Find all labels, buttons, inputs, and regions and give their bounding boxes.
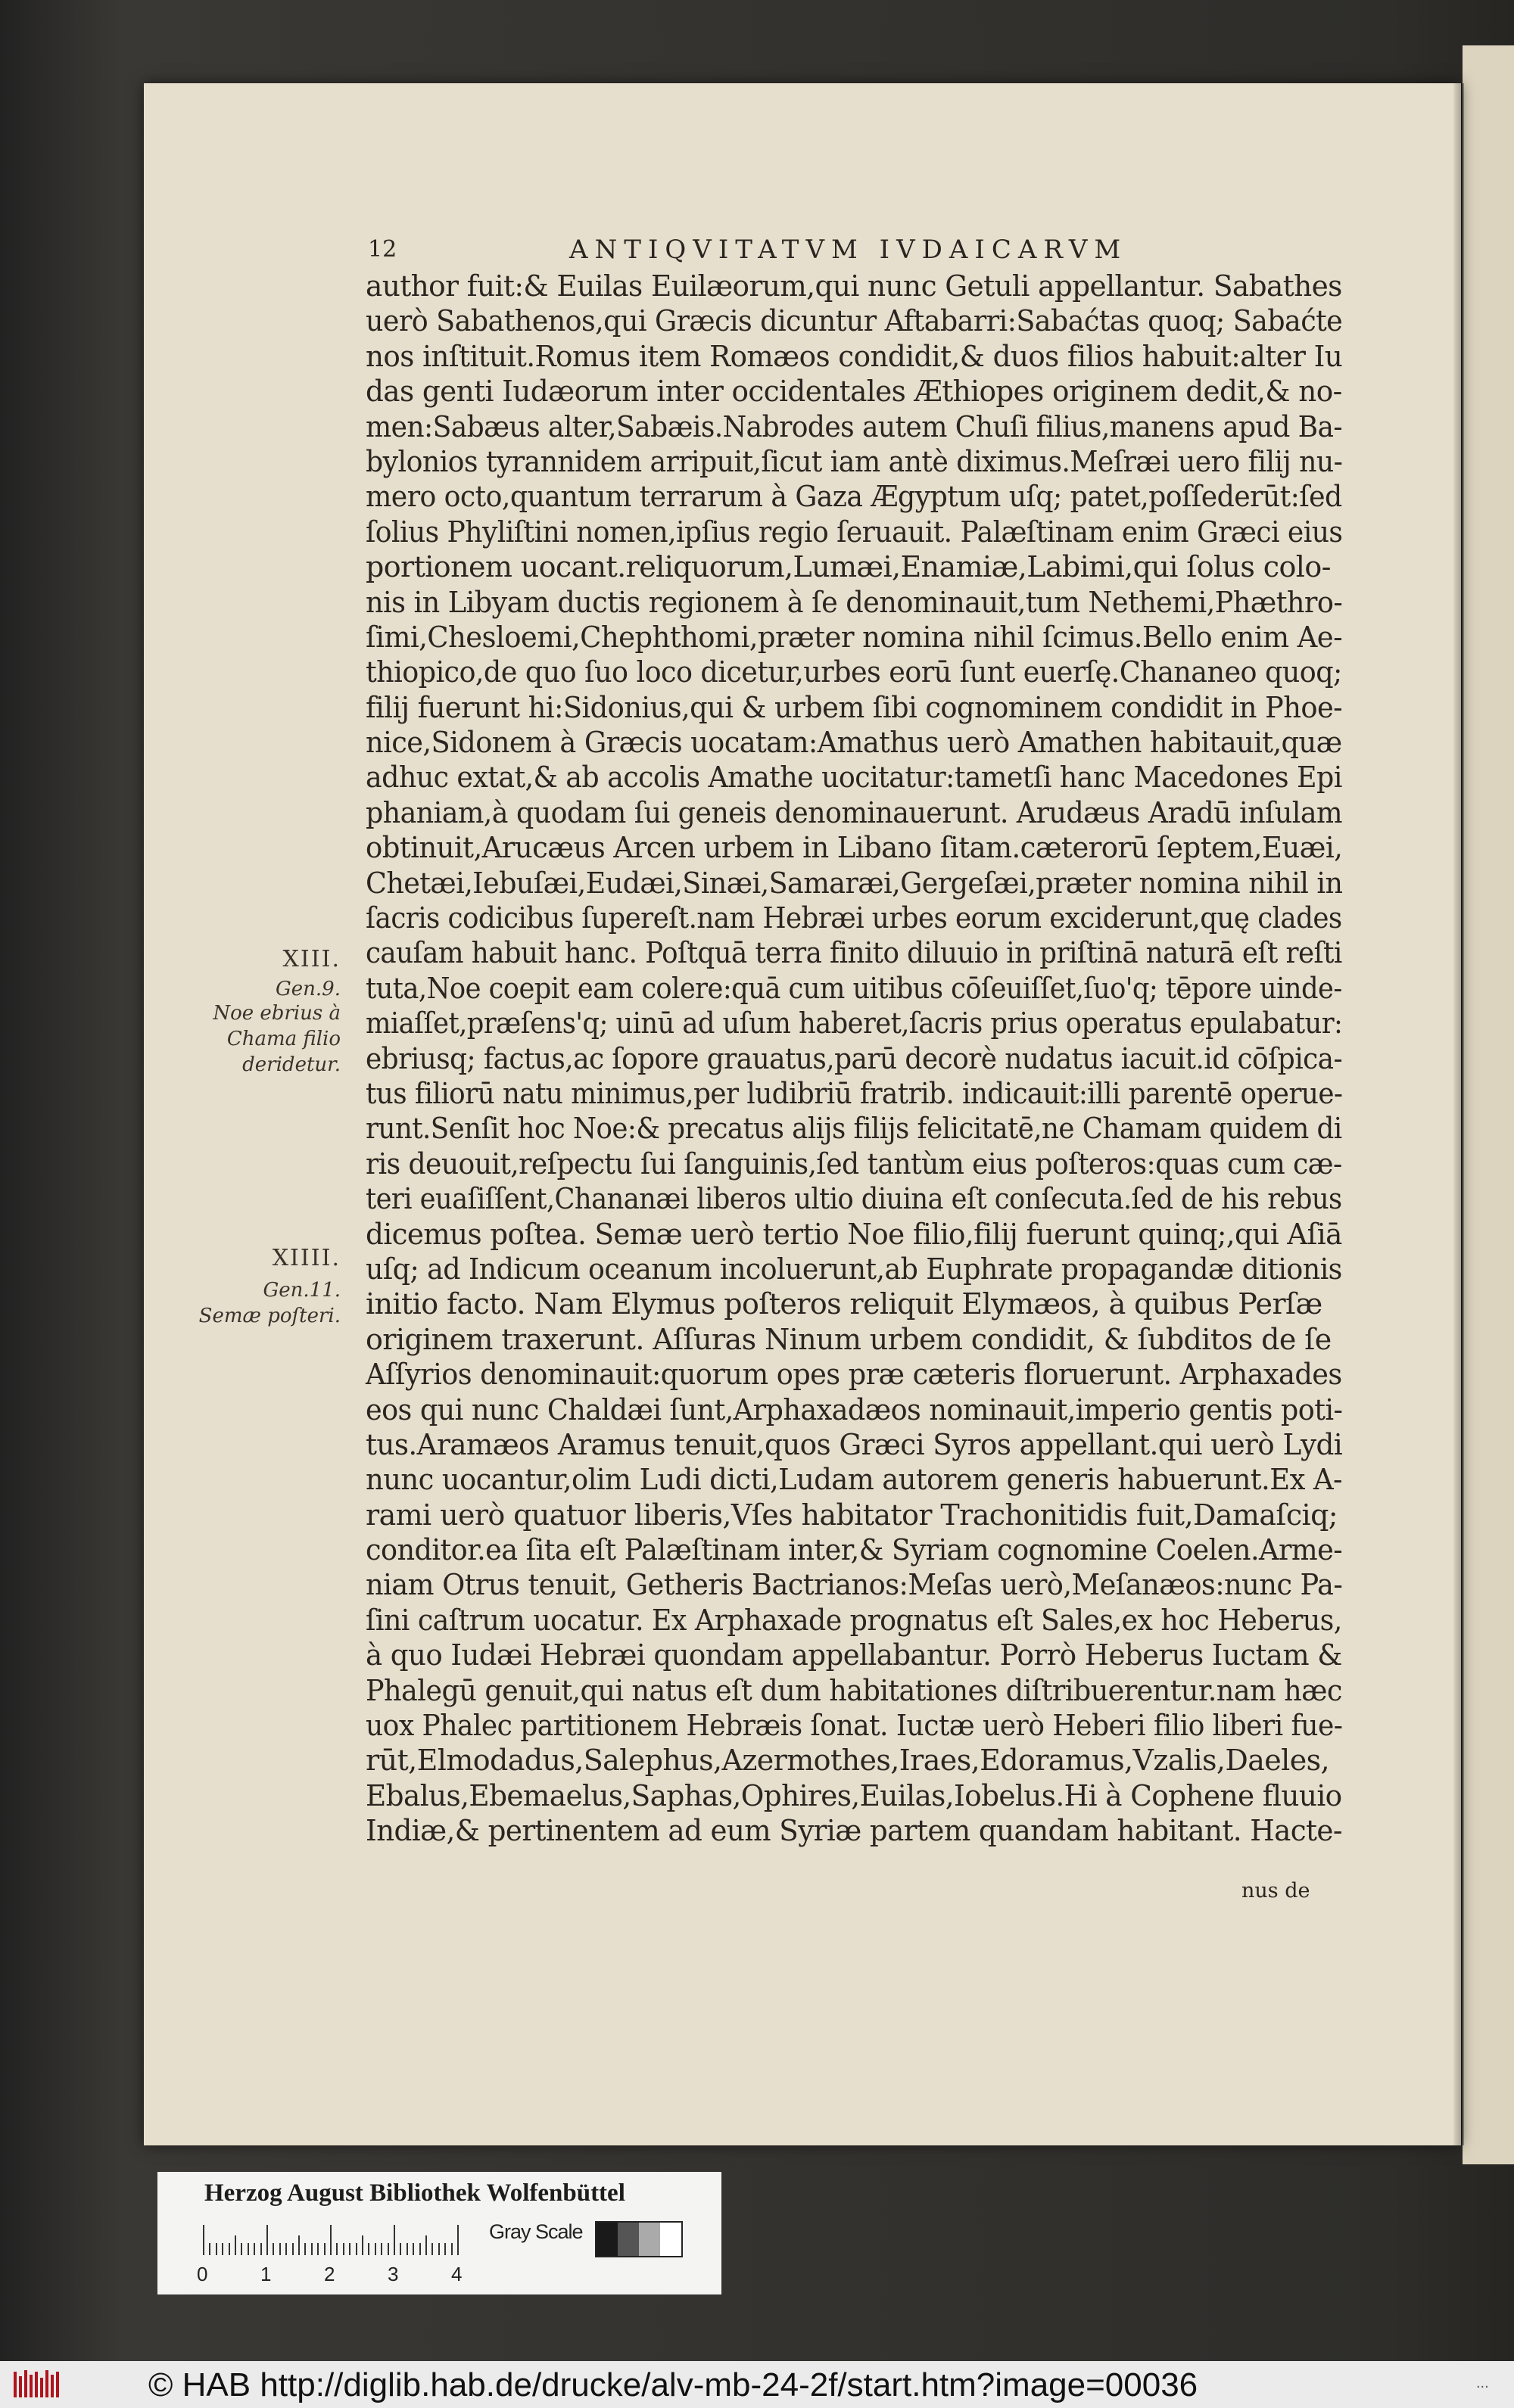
text-line: Phalegū genuit,qui natus eſt dum habitationes diſtribuerentur.nam hæc <box>366 1673 1342 1707</box>
catchword: nus de <box>1241 1879 1310 1902</box>
ruler-tick <box>235 2235 236 2255</box>
next-page-edge <box>1463 45 1514 2164</box>
library-scale-label <box>157 2172 721 2294</box>
text-line: adhuc extat,& ab accolis Amathe uocitatur:tametſi hanc Macedones Epi <box>366 761 1342 795</box>
text-line: nunc uocantur,olim Ludi dicti,Ludam autorem generis habuerunt.Ex A- <box>366 1463 1342 1497</box>
gray-scale-label: Gray Scale <box>489 2220 583 2243</box>
text-line: tuta,Noe coepit eam colere:quā cum uitibus cōſeuiſſet,ſuo'q; tēpore uinde- <box>366 971 1342 1005</box>
text-line: tus filiorū natu minimus,per ludibriū fratrib. indicauit:illi parentē operue- <box>366 1076 1343 1110</box>
ruler-tick <box>444 2243 446 2255</box>
footer-more-dots: ... <box>1476 2375 1489 2391</box>
ruler-tick <box>400 2243 401 2255</box>
text-line: cauſam habuit hanc. Poſtquā terra finito diluuio in priſtinā naturā eſt reſti <box>366 936 1342 970</box>
text-line: uerò Sabathenos,qui Græcis dicuntur Aftabarri:Sabaćtas quoq; Sabaćte <box>366 304 1343 338</box>
footer-copyright-url: © HAB http://diglib.hab.de/drucke/alv-mb-24-2f/start.htm?image=00036 <box>148 2366 1198 2403</box>
margin-number-xiii: XIII. <box>282 946 341 972</box>
page-gutter-shadow <box>1453 83 1464 2145</box>
ruler-tick <box>266 2225 268 2255</box>
swatch-black <box>597 2223 618 2256</box>
text-line: obtinuit,Arucæus Arcen urbem in Libano ſitam.cæterorū ſeptem,Euæi, <box>366 831 1343 865</box>
swatch-light-gray <box>639 2223 660 2256</box>
margin-note-line: Semæ poſteri. <box>198 1305 341 1327</box>
ruler-tick <box>273 2243 274 2255</box>
ruler-tick <box>248 2243 249 2255</box>
text-line: à quo Iudæi Hebræi quondam appellabantur. Porrò Heberus Iuctam & <box>366 1638 1342 1672</box>
ruler-tick <box>203 2225 204 2255</box>
ruler-tick <box>304 2243 306 2255</box>
text-line: phaniam,à quodam ſui geneis denominauerunt. Arudæus Aradū inſulam <box>366 795 1342 829</box>
text-line: ris deuouit,reſpectu ſui ſanguinis,ſed tantùm eius poſteros:quas cum cæ- <box>366 1146 1342 1181</box>
text-line: nos inſtituit.Romus item Romæos condidit,& duos filios habuit:alter Iu <box>366 339 1343 373</box>
ruler-tick <box>285 2243 287 2255</box>
page-number: 12 <box>368 236 397 263</box>
text-line: uſq; ad Indicum oceanum incoluerunt,ab Euphrate propagandæ ditionis <box>366 1252 1342 1286</box>
text-line: filij fuerunt hi:Sidonius,qui & urbem ſibi cognominem condidit in Phoe- <box>366 690 1343 724</box>
ruler-tick <box>419 2243 421 2255</box>
library-name: Herzog August Bibliothek Wolfenbüttel <box>204 2179 625 2207</box>
margin-note-line: Chama filio <box>226 1028 341 1050</box>
text-line: uox Phalec partitionem Hebræis ſonat. Iuctæ uerò Heberi filio liberi fue- <box>366 1709 1343 1743</box>
text-line: mero octo,quantum terrarum à Gaza Ægyptum uſq; patet,poſſederūt:ſed <box>366 480 1342 514</box>
ruler-tick <box>388 2243 389 2255</box>
ruler-number: 4 <box>451 2263 463 2285</box>
text-line: bylonios tyrannidem arripuit,ſicut iam antè diximus.Meſræi uero filij nu- <box>366 444 1343 478</box>
ruler-tick <box>438 2243 440 2255</box>
text-line: Indiæ,& pertinentem ad eum Syriæ partem quandam habitant. Hacte- <box>366 1814 1342 1848</box>
text-line: Chetæi,Iebuſæi,Eudæi,Sinæi,Samaræi,Gergeſæi,præter nomina nihil in <box>366 866 1343 900</box>
ruler-tick <box>209 2243 210 2255</box>
text-line: tus.Aramæos Aramus tenuit,quos Græci Syros appellant.qui uerò Lydi <box>366 1427 1343 1461</box>
ruler-tick <box>431 2243 433 2255</box>
text-line: Ebalus,Ebemaelus,Saphas,Ophires,Euilas,Iobelus.Hi à Cophene fluuio <box>366 1778 1342 1812</box>
text-line: ſimi,Chesloemi,Chephthomi,præter nomina nihil ſcimus.Bello enim Ae- <box>366 620 1343 654</box>
text-line: conditor.ea ſita eſt Palæſtinam inter,& Syriam cognomine Coelen.Arme- <box>366 1533 1343 1567</box>
ruler-tick <box>413 2243 414 2255</box>
ruler-tick <box>343 2243 344 2255</box>
ruler-tick <box>222 2243 223 2255</box>
text-line: originem traxerunt. Aſſuras Ninum urbem condidit, & ſubditos de ſe <box>366 1322 1332 1356</box>
running-head: ANTIQVITATVM IVDAICARVM <box>569 235 1128 265</box>
ruler-tick <box>375 2243 376 2255</box>
ruler-tick <box>451 2243 453 2255</box>
text-line: rūt,Elmodadus,Salephus,Azermothes,Iraes,Edoramus,Vzalis,Daeles, <box>366 1744 1329 1778</box>
margin-note-line: Noe ebrius à <box>213 1002 341 1025</box>
ruler-tick <box>254 2243 255 2255</box>
swatch-white <box>660 2223 681 2256</box>
ruler-number: 3 <box>388 2263 399 2285</box>
margin-ref-gen11: Gen.11. <box>263 1279 341 1302</box>
text-line: author fuit:& Euilas Euilæorum,qui nunc Getuli appellantur. Sabathes <box>366 269 1342 303</box>
page-body-text <box>366 269 1343 1849</box>
ruler-tick <box>362 2235 363 2255</box>
ruler-tick <box>324 2243 326 2255</box>
ruler-tick <box>356 2243 357 2255</box>
ruler-tick <box>317 2243 319 2255</box>
ruler-tick <box>381 2243 382 2255</box>
ruler-tick <box>311 2243 313 2255</box>
ruler-tick <box>330 2225 332 2255</box>
text-line: runt.Senſit hoc Noe:& precatus alijs filijs felicitatē,ne Chamam quidem di <box>366 1112 1342 1146</box>
text-line: thiopico,de quo ſuo loco dicetur,urbes eorū ſunt euerſę.Chananeo quoq; <box>366 655 1342 689</box>
text-line: nis in Libyam ductis regionem à ſe denominauit,tum Nethemi,Phæthro- <box>366 585 1343 619</box>
ruler-number: 2 <box>324 2263 335 2285</box>
ruler-tick <box>425 2235 427 2255</box>
swatch-dark-gray <box>618 2223 639 2256</box>
text-line: ſacris codicibus ſupereſt.nam Hebræi urbes eorum exciderunt,quę clades <box>366 901 1342 935</box>
ruler-tick <box>260 2243 262 2255</box>
ruler-tick <box>241 2243 242 2255</box>
ruler-tick <box>394 2225 395 2255</box>
margin-note-line: deridetur. <box>242 1053 341 1076</box>
margin-number-xiiii: XIIII. <box>272 1245 341 1271</box>
ruler-tick <box>407 2243 408 2255</box>
ruler-tick <box>216 2243 217 2255</box>
text-line: miaſſet,præſens'q; uinū ad uſum haberet,ſacris prius operatus epulabatur: <box>366 1006 1343 1041</box>
ruler-tick <box>368 2243 369 2255</box>
text-line: ſini caſtrum uocatur. Ex Arphaxade prognatus eſt Sales,ex hoc Heberus, <box>366 1603 1342 1637</box>
ruler-tick <box>457 2225 459 2255</box>
text-line: Aſſyrios denominauit:quorum opes præ cæteris floruerunt. Arphaxades <box>366 1358 1342 1392</box>
text-line: men:Sabæus alter,Sabæis.Nabrodes autem Chuſi filius,manens apud Ba- <box>366 409 1343 443</box>
text-line: rami uerò quatuor liberis,Vſes habitator Trachonitidis fuit,Damaſciq; <box>366 1498 1338 1532</box>
hab-logo-icon <box>12 2369 64 2400</box>
margin-ref-gen9: Gen.9. <box>276 978 341 1000</box>
text-line: initio facto. Nam Elymus poſteros reliquit Elymæos, à quibus Perſæ <box>366 1287 1322 1321</box>
text-line: ſolius Phyliſtini nomen,ipſius regio ſeruauit. Palæſtinam enim Græci eius <box>366 515 1343 549</box>
ruler-number: 0 <box>197 2263 208 2285</box>
ruler-tick <box>279 2243 281 2255</box>
text-line: niam Otrus tenuit, Getheris Bactrianos:Meſas uerò,Meſanæos:nunc Pa- <box>366 1568 1343 1602</box>
text-line: eos qui nunc Chaldæi ſunt,Arphaxadæos nominauit,imperio gentis poti- <box>366 1392 1343 1426</box>
text-line: ebriusq; factus,ac ſopore grauatus,parū decorè nudatus iacuit.id cōſpica- <box>366 1041 1343 1075</box>
text-line: das genti Iudæorum inter occidentales Æthiopes originem dedit,& no- <box>366 375 1342 409</box>
ruler-tick <box>292 2243 294 2255</box>
ruler-tick <box>336 2243 338 2255</box>
text-line: teri euaſiſſent,Chananæi liberos ultio diuina eſt conſecuta.ſed de his rebus <box>366 1182 1342 1216</box>
gray-scale-swatch <box>595 2221 683 2257</box>
ruler-tick <box>229 2243 230 2255</box>
text-line: dicemus poſtea. Semæ uerò tertio Noe filio,filij fuerunt quinq;,qui Aſiā <box>366 1217 1342 1251</box>
ruler-number: 1 <box>260 2263 272 2285</box>
ruler-tick <box>298 2235 300 2255</box>
ruler-tick <box>349 2243 350 2255</box>
text-line: portionem uocant.reliquorum,Lumæi,Enamiæ,Labimi,qui ſolus colo- <box>366 550 1331 584</box>
footer-bar <box>0 2361 1514 2408</box>
scale-ruler <box>203 2225 464 2255</box>
text-line: nice,Sidonem à Græcis uocatam:Amathus uerò Amathen habitauit,quæ <box>366 726 1342 760</box>
